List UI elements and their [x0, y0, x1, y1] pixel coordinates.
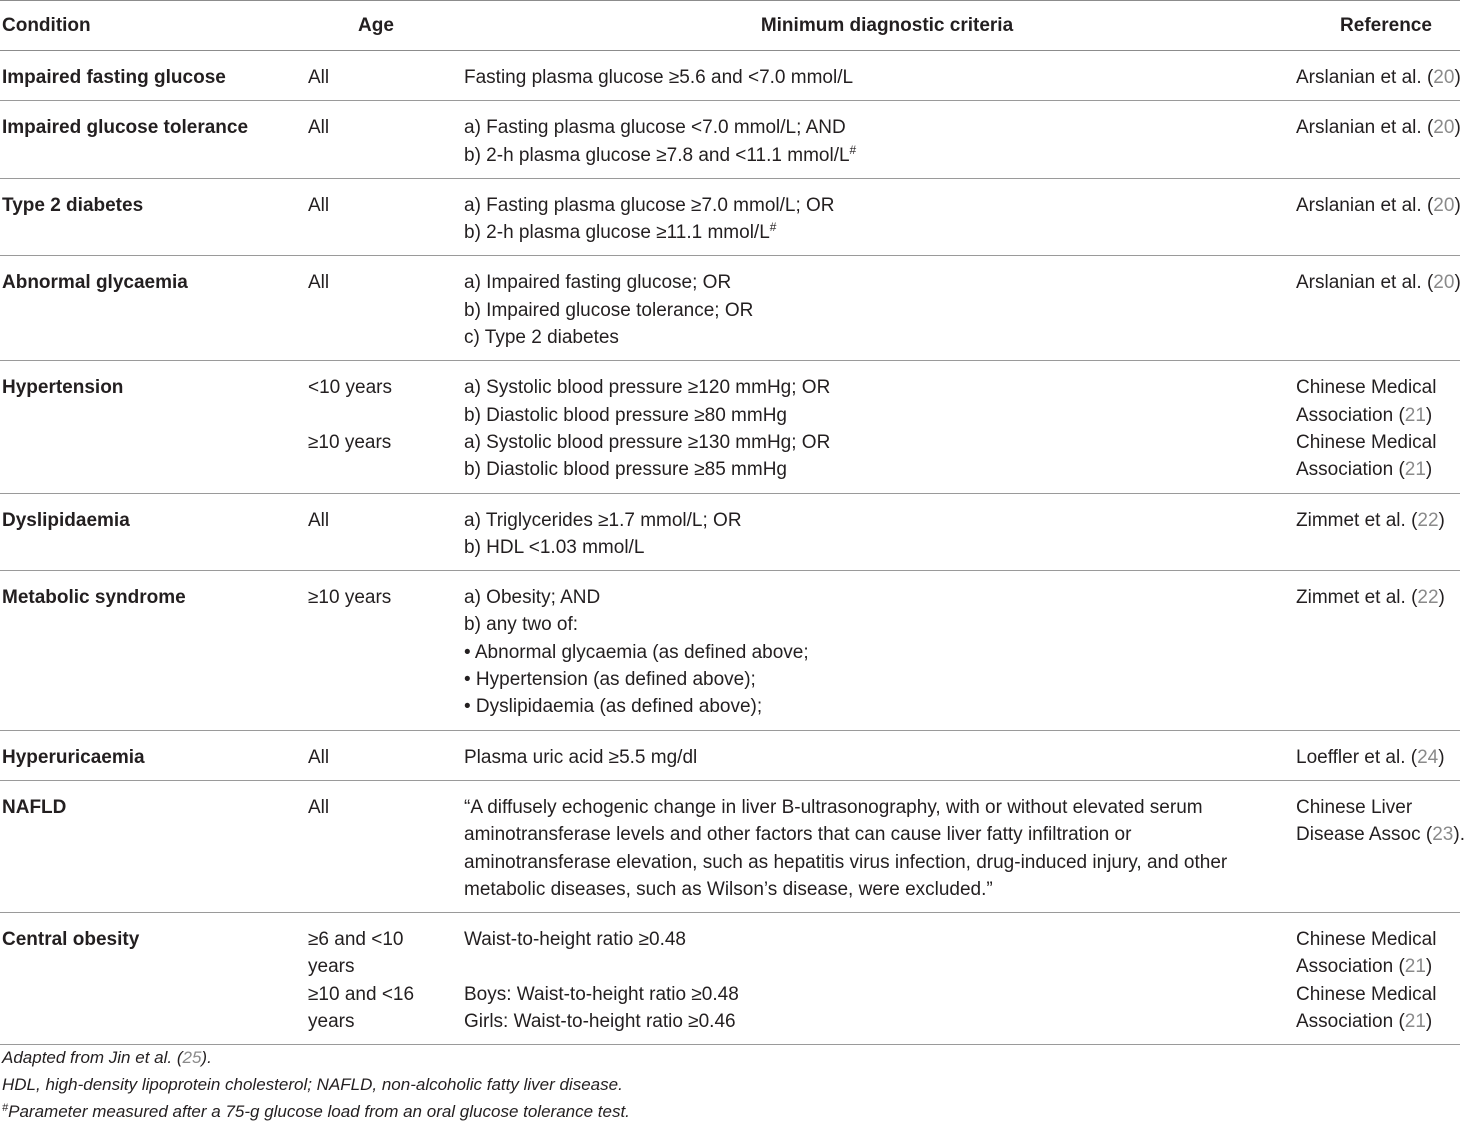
reference-link[interactable]: 20 [1433, 194, 1455, 216]
reference-cell [1294, 361, 1460, 493]
age-line: <10 years [308, 377, 392, 399]
reference-link[interactable]: 25 [182, 1048, 202, 1067]
criteria-line: a) Systolic blood pressure ≥120 mmHg; OR [464, 377, 831, 399]
reference-link[interactable]: 21 [1404, 404, 1426, 426]
reference-link[interactable]: 21 [1404, 956, 1426, 978]
reference-text: Chinese Medical [1296, 983, 1437, 1005]
criteria-line: a) Impaired fasting glucose; OR [464, 272, 732, 294]
criteria-line: b) HDL <1.03 mmol/L [464, 536, 645, 558]
criteria-cell [462, 571, 1294, 730]
footnote-text: ). [201, 1048, 212, 1067]
footnote-text: Adapted from Jin et al. ( [2, 1048, 183, 1067]
table-header [0, 1, 1460, 51]
criteria-line: b) Diastolic blood pressure ≥80 mmHg [464, 404, 787, 426]
criteria-line: Girls: Waist-to-height ratio ≥0.46 [464, 1011, 736, 1033]
criteria-line: Boys: Waist-to-height ratio ≥0.48 [464, 983, 739, 1005]
criteria-cell [462, 780, 1294, 912]
age-cell: ≥10 years [306, 571, 462, 730]
reference-close: ) [1454, 67, 1461, 88]
reference-text: Association ( [1296, 956, 1405, 978]
table-row [0, 780, 1460, 912]
age-line: years [308, 1011, 355, 1033]
criteria-line: metabolic diseases, such as Wilson’s disease, were excluded.” [464, 878, 993, 900]
criteria-line: b) Diastolic blood pressure ≥85 mmHg [464, 459, 787, 481]
reference-close: ) [1425, 404, 1433, 426]
reference-link[interactable]: 22 [1417, 509, 1439, 531]
criteria-line: • Hypertension (as defined above); [464, 669, 756, 691]
footnote-text: Parameter measured after a 75-g glucose load from an oral glucose tolerance test. [8, 1102, 630, 1121]
criteria-line: Waist-to-height ratio ≥0.48 [464, 929, 686, 951]
reference-link[interactable]: 21 [1404, 1011, 1426, 1033]
age-cell [306, 913, 462, 1045]
reference-close: ). [1453, 824, 1465, 846]
criteria-cell [462, 361, 1294, 493]
condition-cell: Hyperuricaemia [0, 730, 306, 780]
condition-cell: Dyslipidaemia [0, 493, 306, 571]
criteria-line: aminotransferase elevation, such as hepatitis virus infection, drug-induced injury, and other [464, 851, 1228, 873]
reference-close: ) [1438, 746, 1445, 768]
reference-close: ) [1454, 272, 1461, 294]
reference-cell [1294, 51, 1460, 101]
reference-cell [1294, 730, 1460, 780]
reference-close: ) [1438, 587, 1445, 609]
age-cell: All [306, 493, 462, 571]
reference-text: Association ( [1296, 404, 1405, 426]
reference-text: Zimmet et al. ( [1296, 587, 1418, 609]
age-line: ≥10 and <16 [308, 983, 415, 1005]
footnote-mark: # [769, 220, 777, 235]
table-row [0, 51, 1460, 101]
criteria-cell [462, 913, 1294, 1045]
criteria-line: b) 2-h plasma glucose ≥11.1 mmol/L [464, 222, 770, 244]
reference-text: Arslanian et al. ( [1296, 194, 1434, 216]
reference-text: Association ( [1296, 1011, 1405, 1033]
criteria-cell [462, 178, 1294, 256]
reference-cell [1294, 780, 1465, 912]
age-cell: All [306, 780, 462, 912]
criteria-cell [462, 493, 1294, 571]
reference-close: ) [1425, 1011, 1433, 1033]
reference-close: ) [1425, 956, 1433, 978]
age-cell: All [306, 256, 462, 361]
criteria-line: c) Type 2 diabetes [464, 327, 619, 349]
criteria-cell: Plasma uric acid ≥5.5 mg/dl [462, 730, 1294, 780]
age-cell: All [306, 101, 462, 179]
table-row [0, 256, 1460, 361]
age-line: years [308, 956, 355, 978]
condition-cell: Impaired glucose tolerance [0, 101, 306, 179]
reference-text: Chinese Liver [1296, 796, 1413, 818]
condition-cell: Type 2 diabetes [0, 178, 306, 256]
reference-cell [1294, 913, 1460, 1045]
reference-cell [1294, 178, 1460, 256]
reference-text: Arslanian et al. ( [1296, 67, 1434, 88]
reference-cell [1294, 256, 1460, 361]
reference-close: ) [1454, 117, 1461, 139]
criteria-line: a) Systolic blood pressure ≥130 mmHg; OR [464, 431, 831, 453]
age-line: ≥6 and <10 [308, 929, 404, 951]
reference-text: Chinese Medical [1296, 431, 1437, 453]
reference-close: ) [1454, 194, 1461, 216]
reference-link[interactable]: 24 [1417, 746, 1439, 768]
criteria-line: • Abnormal glycaemia (as defined above; [464, 641, 809, 663]
condition-cell: Metabolic syndrome [0, 571, 306, 730]
criteria-line: b) any two of: [464, 614, 579, 636]
table-row [0, 730, 1460, 780]
criteria-cell [462, 256, 1294, 361]
criteria-cell [462, 101, 1294, 179]
condition-cell: Central obesity [0, 913, 306, 1045]
criteria-line: b) 2-h plasma glucose ≥7.8 and <11.1 mmol/L [464, 144, 850, 166]
header-criteria: Minimum diagnostic criteria [462, 1, 1294, 51]
criteria-line: a) Triglycerides ≥1.7 mmol/L; OR [464, 509, 742, 531]
age-cell: All [306, 178, 462, 256]
condition-cell: Hypertension [0, 361, 306, 493]
reference-text: Chinese Medical [1296, 929, 1437, 951]
reference-text: Zimmet et al. ( [1296, 509, 1418, 531]
reference-text: Arslanian et al. ( [1296, 117, 1434, 139]
reference-link[interactable]: 22 [1417, 587, 1439, 609]
reference-link[interactable]: 20 [1433, 67, 1455, 88]
reference-cell [1294, 493, 1460, 571]
header-reference: Reference [1294, 1, 1460, 51]
footnote-adapted [2, 1044, 630, 1071]
footnote-mark: # [849, 142, 857, 157]
reference-link[interactable]: 21 [1404, 459, 1426, 481]
criteria-line: a) Obesity; AND [464, 587, 601, 609]
reference-link[interactable]: 20 [1433, 272, 1455, 294]
reference-text: Disease Assoc ( [1296, 824, 1433, 846]
table-footnotes [2, 1044, 630, 1125]
reference-link[interactable]: 20 [1433, 117, 1455, 139]
criteria-cell: Fasting plasma glucose ≥5.6 and <7.0 mmol/L [462, 51, 1294, 101]
condition-cell: Abnormal glycaemia [0, 256, 306, 361]
age-cell: All [306, 730, 462, 780]
age-cell [306, 361, 462, 493]
table-row [0, 571, 1460, 730]
reference-text: Association ( [1296, 459, 1405, 481]
criteria-line: “A diffusely echogenic change in liver B-ultrasonography, with or without elevated serum [464, 796, 1203, 818]
table-row [0, 493, 1460, 571]
table-row [0, 101, 1460, 179]
reference-close: ) [1438, 509, 1445, 531]
condition-cell: Impaired fasting glucose [0, 51, 306, 101]
footnote-abbreviations: HDL, high-density lipoprotein cholesterol; NAFLD, non-alcoholic fatty liver disease. [2, 1075, 623, 1094]
footnote-mark: # [2, 1102, 9, 1114]
header-row [0, 1, 1460, 51]
reference-cell [1294, 571, 1460, 730]
criteria-line: a) Fasting plasma glucose <7.0 mmol/L; AND [464, 117, 846, 139]
condition-cell: NAFLD [0, 780, 306, 912]
table-row [0, 178, 1460, 256]
reference-text: Chinese Medical [1296, 377, 1437, 399]
reference-close: ) [1425, 459, 1433, 481]
table-row [0, 913, 1460, 1045]
criteria-line: b) Impaired glucose tolerance; OR [464, 299, 754, 321]
criteria-line: • Dyslipidaemia (as defined above); [464, 696, 763, 718]
table-row [0, 361, 1460, 493]
criteria-line: aminotransferase levels and other factors that can cause liver fatty infiltration or [464, 824, 1132, 846]
age-cell: All [306, 51, 462, 101]
footnote-hash [2, 1098, 630, 1125]
header-age: Age [306, 1, 462, 51]
header-condition: Condition [0, 1, 306, 51]
criteria-line: a) Fasting plasma glucose ≥7.0 mmol/L; OR [464, 194, 835, 216]
reference-text: Arslanian et al. ( [1296, 272, 1434, 294]
age-line: ≥10 years [308, 431, 392, 453]
reference-text: Loeffler et al. ( [1296, 746, 1418, 768]
reference-link[interactable]: 23 [1432, 824, 1454, 846]
reference-cell [1294, 101, 1460, 179]
